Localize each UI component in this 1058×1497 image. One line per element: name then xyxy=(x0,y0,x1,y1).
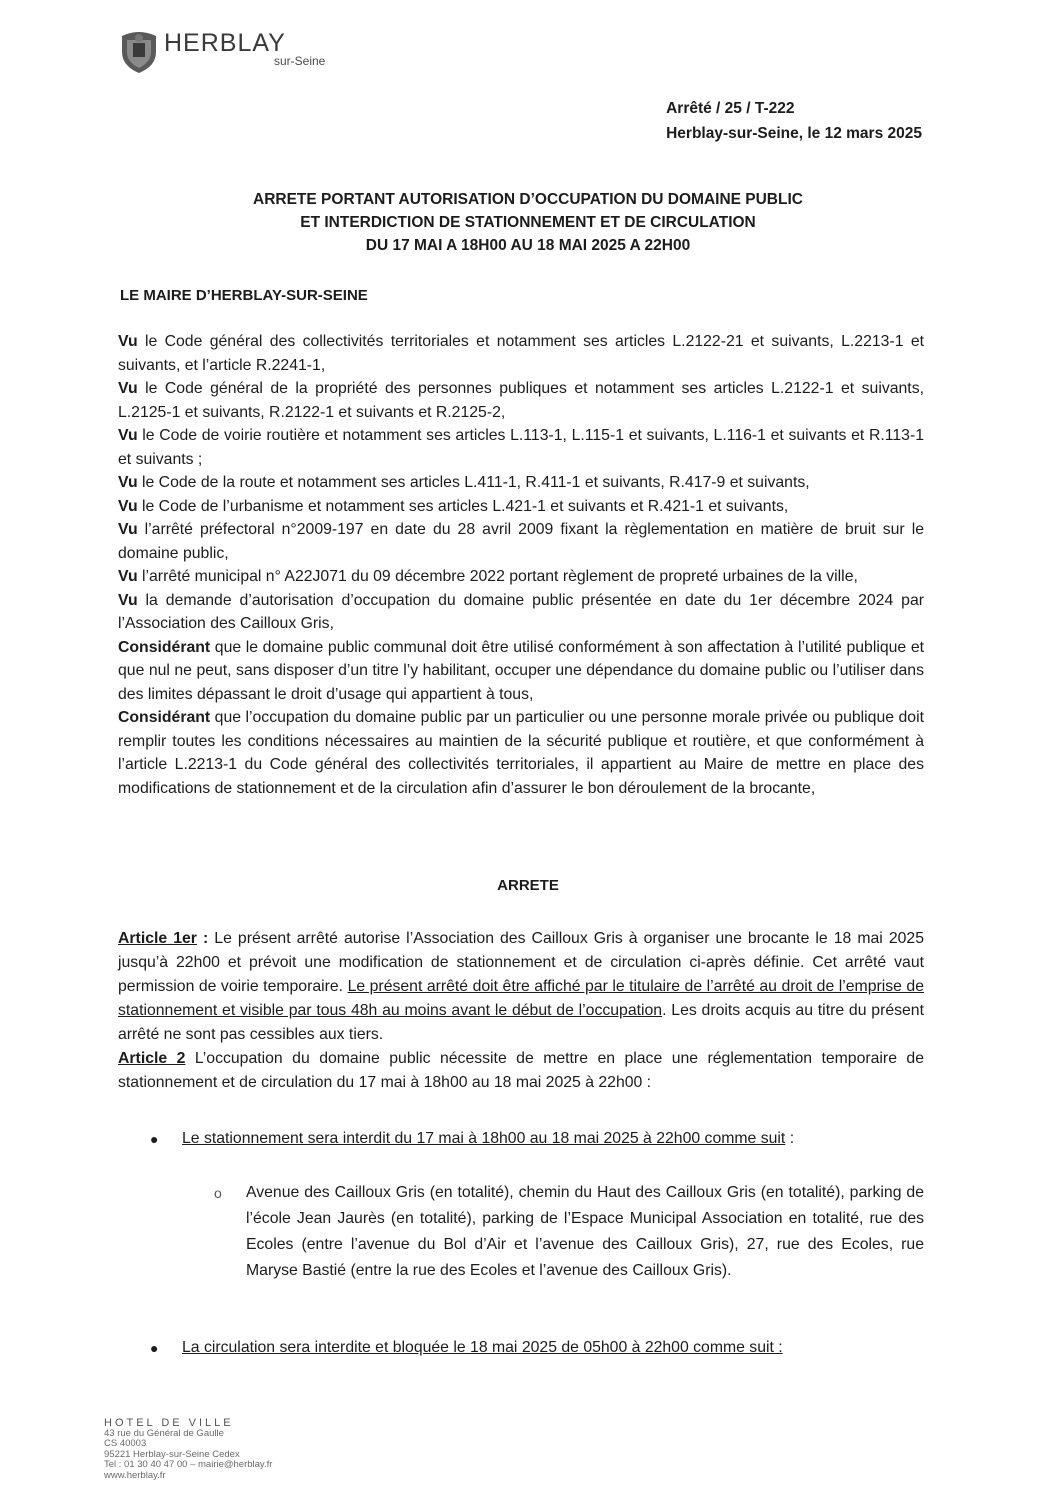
bullet-parking xyxy=(150,1127,794,1151)
considerations xyxy=(118,330,924,800)
consideration-item xyxy=(118,518,924,565)
footer-line: 95221 Herblay-sur-Seine Cedex xyxy=(104,1448,240,1460)
document-title xyxy=(120,188,936,257)
bullet-traffic-text: La circulation sera interdite et bloquée le 18 mai 2025 de 05h00 à 22h00 comme suit : xyxy=(182,1339,783,1356)
article-1-label: Article 1er xyxy=(118,930,197,947)
consideration-lead: Vu xyxy=(118,474,138,491)
article-1-text: Le présent arrêté autorise l’Association des Cailloux Gris à organiser une brocante le 18 mai 2025 jusqu’à 22h00 et prévoit une modification de stationnement et de circulation ci-après définie. Cet arrêté vaut permission de voirie temporaire. xyxy=(118,930,924,995)
sub-item-text: Avenue des Cailloux Gris (en totalité), chemin du Haut des Cailloux Gris (en totalité), parking de l’école Jean Jaurès (en totalité), parking de l’Espace Municipal Association en totalité, rue des Ecoles (entre l’avenue du Bol d’Air et l’avenue des Cailloux Gris), 27, rue des Ecoles, rue Maryse Bastié (entre la rue des Ecoles et l’avenue des Cailloux Gris). xyxy=(246,1184,924,1279)
bullet-parking-suffix: : xyxy=(785,1130,795,1147)
consideration-text: le Code général des collectivités territoriales et notamment ses articles L.2122-21 et suivants, L.2213-1 et suivants, et l’article R.2241-1, xyxy=(118,333,924,374)
logo-subtitle: sur-Seine xyxy=(274,54,326,68)
consideration-text: le Code de l’urbanisme et notamment ses articles L.421-1 et suivants et R.421-1 et suivants, xyxy=(137,497,789,515)
footer-line: CS 40003 xyxy=(104,1438,147,1449)
consideration-item xyxy=(118,636,924,707)
logo-name: HERBLAY xyxy=(164,29,286,57)
article-1-colon: : xyxy=(196,930,209,947)
articles xyxy=(118,927,924,1095)
consideration-text: le Code général de la propriété des personnes publiques et notamment ses articles L.2122-1 et suivants, L.2125-1 et suivants, R.2122-1 et suivants et R.2125-2, xyxy=(118,380,924,421)
header-logo xyxy=(118,28,325,74)
consideration-item xyxy=(118,589,924,636)
consideration-lead: Considérant xyxy=(118,638,211,656)
consideration-lead: Vu xyxy=(118,333,138,350)
mayor-heading: LE MAIRE D’HERBLAY-SUR-SEINE xyxy=(120,287,368,304)
bullet-traffic xyxy=(150,1336,783,1360)
consideration-text: le Code de voirie routière et notamment ses articles L.113-1, L.115-1 et suivants, L.116-1 et suivants et R.113-1 et suivants ; xyxy=(118,427,924,468)
circle-bullet-icon: o xyxy=(214,1185,222,1201)
consideration-lead: Vu xyxy=(118,591,138,609)
reference-block xyxy=(666,96,922,146)
consideration-item xyxy=(118,495,924,519)
article-2-text: L’occupation du domaine public nécessite de mettre en place une réglementation temporaire de stationnement et de circulation du 17 mai à 18h00 au 18 mai 2025 à 22h00 : xyxy=(118,1050,925,1091)
article-2-label: Article 2 xyxy=(118,1050,186,1067)
reference-number: Arrêté / 25 / T-222 xyxy=(666,100,795,117)
bullet-icon: ● xyxy=(150,1340,159,1356)
consideration-text: le Code de la route et notamment ses articles L.411-1, R.411-1 et suivants, R.417-9 et suivants, xyxy=(137,474,810,491)
article-1-text-end: . Les droits acquis au titre du présent arrêté ne sont pas cessibles aux tiers. xyxy=(118,1002,924,1043)
place-date: Herblay-sur-Seine, le 12 mars 2025 xyxy=(666,125,922,142)
consideration-text: l’arrêté municipal n° A22J071 du 09 décembre 2022 portant règlement de propreté urbaines de la ville, xyxy=(137,568,858,585)
consideration-text: que l’occupation du domaine public par un particulier ou une personne morale privée ou publique doit remplir toutes les conditions nécessaires au maintien de la sécurité publique et routière, et que conformément à l’article L.2213-1 du Code général des collectivités territoriales, il appartient au Maire de mettre en place des modifications de stationnement et de la circulation afin d’assurer le bon déroulement de la brocante, xyxy=(118,709,924,797)
arrete-heading: ARRETE xyxy=(497,877,559,894)
bullet-icon: ● xyxy=(150,1131,159,1147)
footer-line: 43 rue du Général de Gaulle xyxy=(104,1427,224,1439)
consideration-text: la demande d’autorisation d’occupation du domaine public présentée en date du 1er décembre 2024 par l’Association des Cailloux Gris, xyxy=(118,591,924,632)
consideration-lead: Vu xyxy=(118,380,138,397)
consideration-item xyxy=(118,706,924,800)
title-line-3: DU 17 MAI A 18H00 AU 18 MAI 2025 A 22H00 xyxy=(365,237,691,254)
city-crest-icon xyxy=(118,28,160,74)
sub-item-streets xyxy=(214,1180,924,1284)
title-line-2: ET INTERDICTION DE STATIONNEMENT ET DE CIRCULATION xyxy=(300,214,756,231)
consideration-lead: Considérant xyxy=(118,709,211,726)
footer-address xyxy=(104,1418,272,1481)
article-1 xyxy=(118,927,924,1047)
bullet-parking-text: Le stationnement sera interdit du 17 mai à 18h00 au 18 mai 2025 à 22h00 comme suit xyxy=(182,1130,786,1147)
consideration-item xyxy=(118,330,924,377)
consideration-lead: Vu xyxy=(118,568,138,585)
footer-line: www.herblay.fr xyxy=(104,1469,166,1481)
footer-line: Tel : 01 30 40 47 00 – mairie@herblay.fr xyxy=(104,1459,273,1470)
consideration-lead: Vu xyxy=(118,427,138,444)
article-1-underlined: Le présent arrêté doit être affiché par le titulaire de l’arrêté au droit de l’emprise de stationnement et visible par tous 48h au moins avant le début de l’occupation xyxy=(118,978,925,1019)
consideration-text: l’arrêté préfectoral n°2009-197 en date du 28 avril 2009 fixant la règlementation en matière de bruit sur le domaine public, xyxy=(118,521,924,562)
consideration-item xyxy=(118,377,924,424)
consideration-item xyxy=(118,565,924,589)
consideration-lead: Vu xyxy=(118,521,138,538)
consideration-item xyxy=(118,471,924,495)
article-2 xyxy=(118,1047,924,1095)
consideration-text: que le domaine public communal doit être utilisé conformément à son affectation à l’utilité publique et que nul ne peut, sans disposer d’un titre l’y habilitant, occuper une dépendance du domaine public ou l’utiliser dans des limites dépassant le droit d’usage qui appartient à tous, xyxy=(118,638,924,703)
consideration-item xyxy=(118,424,924,471)
consideration-lead: Vu xyxy=(118,497,138,515)
footer-line: HOTEL DE VILLE xyxy=(104,1417,234,1429)
title-line-1: ARRETE PORTANT AUTORISATION D’OCCUPATION DU DOMAINE PUBLIC xyxy=(253,191,803,208)
